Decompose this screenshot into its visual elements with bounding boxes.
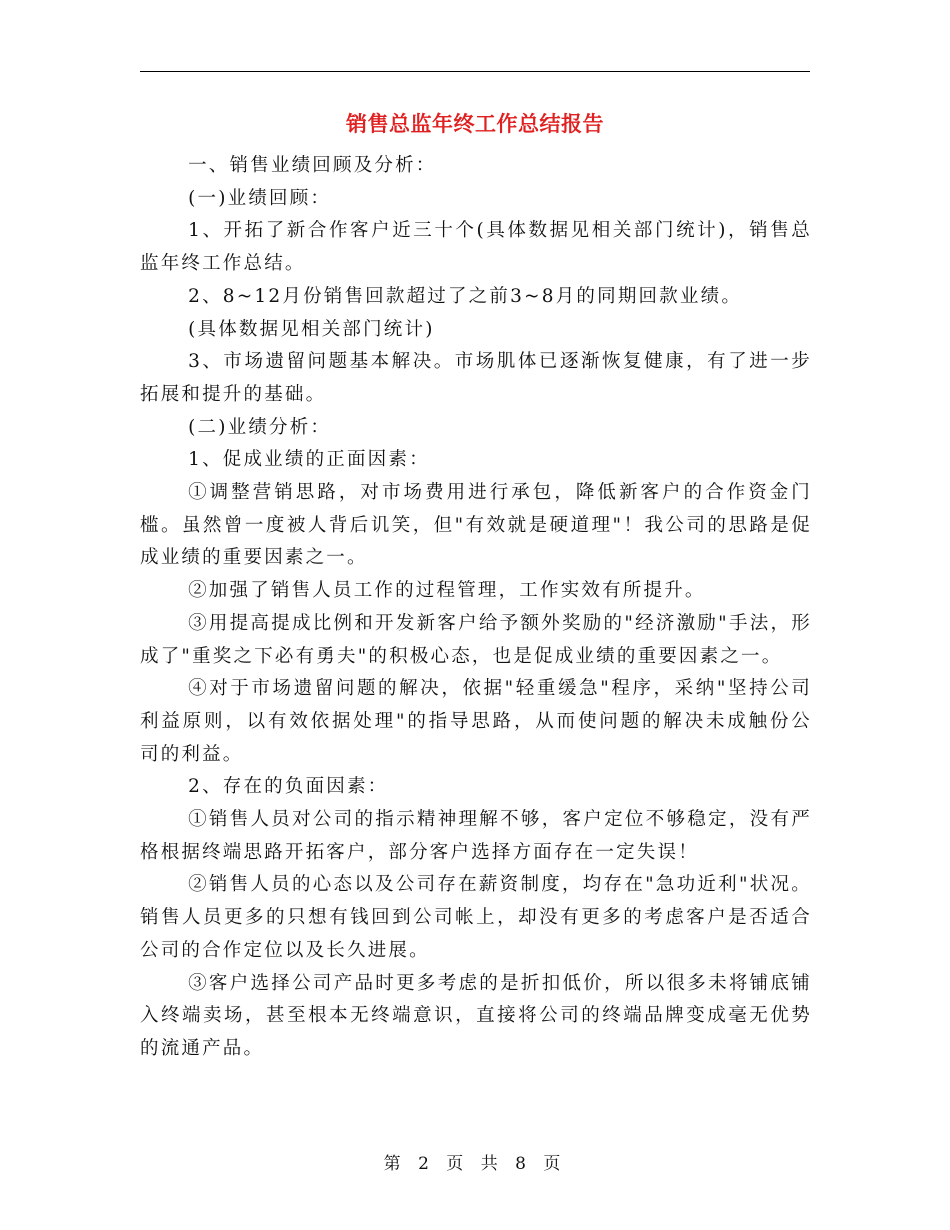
paragraph-negative-factor-3: ③客户选择公司产品时更多考虑的是折扣低价，所以很多未将铺底铺入终端卖场，甚至根本无终端意识，直接将公司的终端品牌变成毫无优势的流通产品。 [140,972,812,1059]
paragraph-negative-factor-1: ①销售人员对公司的指示精神理解不够，客户定位不够稳定，没有严格根据终端思路开拓客户，部分客户选择方面存在一定失误！ [140,809,812,863]
subsection-heading-performance-review: (一)业绩回顾： [188,187,332,209]
section-heading-sales-review: 一、销售业绩回顾及分析： [188,155,437,176]
heading-negative-factors: 2、存在的负面因素： [188,776,389,798]
paragraph-positive-factor-4: ④对于市场遗留问题的解决，依据"轻重缓急"程序，采纳"坚持公司利益原则，以有效依据处理"的指导思路，从而使问题的解决未成触份公司的利益。 [140,678,812,765]
document-body [140,150,812,1066]
paragraph-positive-factor-3: ③用提高提成比例和开发新客户给予额外奖励的"经济激励"手法，形成了"重奖之下必有勇夫"的积极心态，也是促成业绩的重要因素之一。 [140,612,812,667]
paragraph-new-clients: 1、开拓了新合作客户近三十个(具体数据见相关部门统计)，销售总监年终工作总结。 [140,220,812,275]
paragraph-positive-factor-2: ②加强了销售人员工作的过程管理，工作实效有所提升。 [188,580,706,602]
paragraph-positive-factor-1: ①调整营销思路，对市场费用进行承包，降低新客户的合作资金门槛。虽然曾一度被人背后讥笑，但"有效就是硬道理"！我公司的思路是促成业绩的重要因素之一。 [140,482,812,569]
paragraph-negative-factor-2: ②销售人员的心态以及公司存在薪资制度，均存在"急功近利"状况。销售人员更多的只想有钱回到公司帐上，却没有更多的考虑客户是否适合公司的合作定位以及长久进展。 [140,874,812,961]
header-rule [140,71,810,72]
subsection-heading-performance-analysis: (二)业绩分析： [188,416,332,438]
heading-positive-factors: 1、促成业绩的正面因素： [188,449,430,471]
paragraph-legacy-issues: 3、市场遗留问题基本解决。市场肌体已逐渐恢复健康，有了进一步拓展和提升的基础。 [140,351,812,405]
document-title: 销售总监年终工作总结报告 [346,112,604,136]
paragraph-payment-collection: 2、8~12月份销售回款超过了之前3~8月的同期回款业绩。 [188,285,743,307]
page-indicator: 第 2 页 共 8 页 [383,1154,567,1174]
paragraph-data-note: (具体数据见相关部门统计) [188,318,435,340]
